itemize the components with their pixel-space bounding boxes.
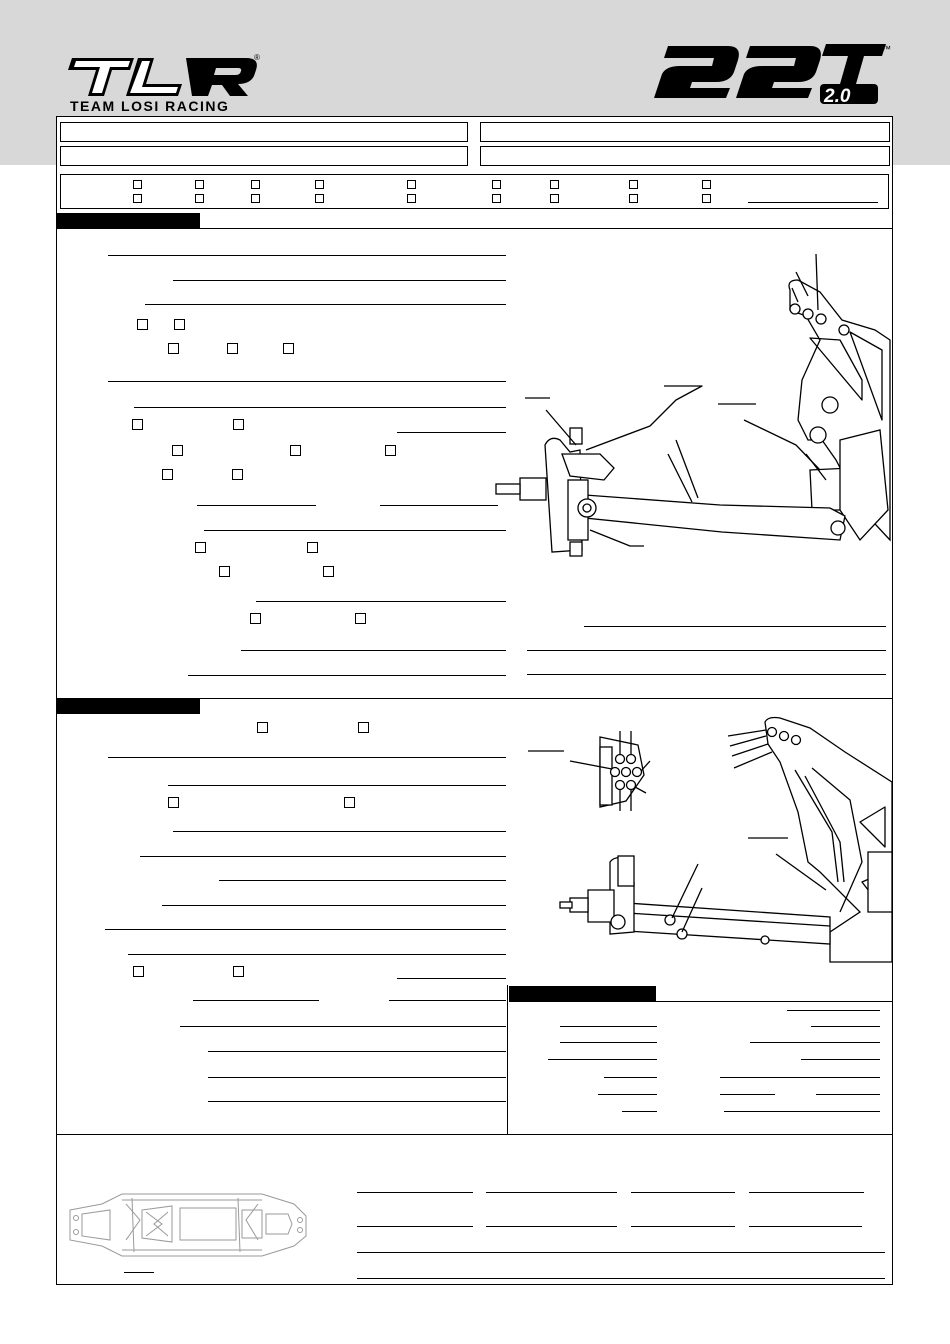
front-suspension-diagram	[490, 240, 895, 575]
bottom-entry-line-4[interactable]	[749, 1192, 864, 1193]
front-option-checkbox-11[interactable]	[162, 469, 173, 480]
track-condition-checkbox-11[interactable]	[195, 194, 204, 203]
track-condition-checkbox-8[interactable]	[629, 180, 638, 189]
rear-option-checkbox-4[interactable]	[344, 797, 355, 808]
rear-table-line-6[interactable]	[548, 1059, 657, 1060]
track-condition-checkbox-14[interactable]	[407, 194, 416, 203]
rear-entry-line-5[interactable]	[219, 880, 506, 881]
front-option-checkbox-3[interactable]	[168, 343, 179, 354]
front-entry-line-12[interactable]	[188, 675, 506, 676]
bottom-entry-line-3[interactable]	[631, 1192, 735, 1193]
front-note-line-3[interactable]	[527, 674, 886, 675]
model-version: 2.0	[824, 86, 851, 107]
track-condition-checkbox-13[interactable]	[315, 194, 324, 203]
front-entry-line-10[interactable]	[256, 601, 506, 602]
front-option-checkbox-13[interactable]	[195, 542, 206, 553]
rear-entry-line-3[interactable]	[173, 831, 506, 832]
name-field[interactable]	[60, 122, 468, 142]
chassis-top-view	[62, 1180, 312, 1280]
rear-table-line-3[interactable]	[811, 1026, 880, 1027]
track-conditions-box	[60, 174, 889, 209]
rear-table-divider	[507, 985, 508, 1135]
track-condition-checkbox-6[interactable]	[492, 180, 501, 189]
front-suspension-header	[57, 213, 200, 228]
rear-suspension-header	[57, 699, 200, 714]
front-option-checkbox-18[interactable]	[355, 613, 366, 624]
rear-entry-line-13[interactable]	[208, 1051, 506, 1052]
front-entry-line-8[interactable]	[380, 505, 498, 506]
rear-option-checkbox-5[interactable]	[133, 966, 144, 977]
rear-table-line-2[interactable]	[560, 1026, 657, 1027]
rear-option-checkbox-6[interactable]	[233, 966, 244, 977]
rear-entry-line-12[interactable]	[180, 1026, 506, 1027]
front-option-checkbox-1[interactable]	[137, 319, 148, 330]
track-condition-checkbox-2[interactable]	[195, 180, 204, 189]
bottom-entry-line-1[interactable]	[357, 1192, 473, 1193]
rear-entry-line-14[interactable]	[208, 1077, 506, 1078]
rear-entry-line-9[interactable]	[397, 978, 506, 979]
rear-suspension-diagram	[540, 712, 895, 977]
rear-entry-line-1[interactable]	[108, 757, 506, 758]
rear-entry-line-7[interactable]	[105, 929, 506, 930]
front-entry-line-7[interactable]	[197, 505, 316, 506]
front-option-checkbox-12[interactable]	[232, 469, 243, 480]
tlr-logo	[64, 52, 264, 119]
track-condition-checkbox-9[interactable]	[702, 180, 711, 189]
rear-table-line-14[interactable]	[724, 1111, 880, 1112]
track-condition-checkbox-16[interactable]	[550, 194, 559, 203]
rear-table-line-4[interactable]	[560, 1042, 657, 1043]
bottom-entry-line-9[interactable]	[357, 1252, 885, 1253]
rear-entry-line-4[interactable]	[140, 856, 506, 857]
front-option-checkbox-15[interactable]	[219, 566, 230, 577]
rear-entry-line-8[interactable]	[128, 954, 506, 955]
front-option-checkbox-8[interactable]	[172, 445, 183, 456]
track-condition-checkbox-12[interactable]	[251, 194, 260, 203]
rear-entry-line-6[interactable]	[162, 905, 506, 906]
front-note-line-2[interactable]	[527, 650, 886, 651]
front-note-line-1[interactable]	[584, 626, 886, 627]
bottom-entry-line-5[interactable]	[357, 1226, 473, 1227]
front-option-checkbox-14[interactable]	[307, 542, 318, 553]
front-option-checkbox-9[interactable]	[290, 445, 301, 456]
front-option-checkbox-6[interactable]	[132, 419, 143, 430]
front-option-checkbox-4[interactable]	[227, 343, 238, 354]
trademark-mark: ™	[882, 44, 891, 54]
track-condition-checkbox-15[interactable]	[492, 194, 501, 203]
rear-entry-line-15[interactable]	[208, 1101, 506, 1102]
front-entry-line-3[interactable]	[145, 304, 506, 305]
rear-table-line-11[interactable]	[720, 1094, 775, 1095]
rear-table-header	[509, 986, 656, 1001]
event-field[interactable]	[480, 122, 890, 142]
track-condition-checkbox-7[interactable]	[550, 180, 559, 189]
rear-entry-line-2[interactable]	[168, 785, 506, 786]
chassis-label-line[interactable]	[124, 1272, 154, 1273]
bottom-entry-line-2[interactable]	[486, 1192, 617, 1193]
rear-entry-line-11[interactable]	[389, 1000, 506, 1001]
rear-table-line-5[interactable]	[750, 1042, 880, 1043]
front-option-checkbox-17[interactable]	[250, 613, 261, 624]
front-entry-line-5[interactable]	[134, 407, 506, 408]
rear-table-line-9[interactable]	[720, 1077, 880, 1078]
front-section-rule	[57, 228, 893, 229]
22t-logo	[650, 40, 895, 113]
track-condition-checkbox-3[interactable]	[251, 180, 260, 189]
rear-table-line-10[interactable]	[598, 1094, 657, 1095]
rear-table-rule	[509, 1001, 893, 1002]
bottom-section-rule	[57, 1134, 893, 1135]
front-option-checkbox-5[interactable]	[283, 343, 294, 354]
rear-table-line-1[interactable]	[787, 1010, 880, 1011]
track-condition-checkbox-1[interactable]	[133, 180, 142, 189]
track-condition-checkbox-10[interactable]	[133, 194, 142, 203]
rear-table-line-8[interactable]	[604, 1077, 657, 1078]
bottom-entry-line-10[interactable]	[357, 1278, 885, 1279]
front-entry-line-11[interactable]	[241, 650, 506, 651]
bottom-entry-line-6[interactable]	[486, 1226, 617, 1227]
rear-option-checkbox-1[interactable]	[257, 722, 268, 733]
track-name-field[interactable]	[60, 146, 468, 166]
bottom-entry-line-8[interactable]	[749, 1226, 862, 1227]
front-option-checkbox-7[interactable]	[233, 419, 244, 430]
other-condition-line[interactable]	[748, 202, 878, 203]
rear-table-line-12[interactable]	[816, 1094, 880, 1095]
track-condition-checkbox-18[interactable]	[702, 194, 711, 203]
bottom-entry-line-7[interactable]	[631, 1226, 735, 1227]
front-entry-line-9[interactable]	[204, 530, 506, 531]
front-option-checkbox-10[interactable]	[385, 445, 396, 456]
date-field[interactable]	[480, 146, 890, 166]
track-condition-checkbox-5[interactable]	[407, 180, 416, 189]
rear-table-line-7[interactable]	[801, 1059, 880, 1060]
front-option-checkbox-16[interactable]	[323, 566, 334, 577]
track-condition-checkbox-17[interactable]	[629, 194, 638, 203]
tlr-tagline: TEAM LOSI RACING	[70, 98, 230, 114]
rear-table-line-13[interactable]	[622, 1111, 657, 1112]
rear-option-checkbox-2[interactable]	[358, 722, 369, 733]
rear-entry-line-10[interactable]	[193, 1000, 319, 1001]
rear-option-checkbox-3[interactable]	[168, 797, 179, 808]
track-condition-checkbox-4[interactable]	[315, 180, 324, 189]
front-entry-line-1[interactable]	[108, 255, 506, 256]
front-option-checkbox-2[interactable]	[174, 319, 185, 330]
front-entry-line-4[interactable]	[108, 381, 506, 382]
registered-mark: ®	[254, 53, 260, 62]
front-entry-line-2[interactable]	[173, 280, 506, 281]
